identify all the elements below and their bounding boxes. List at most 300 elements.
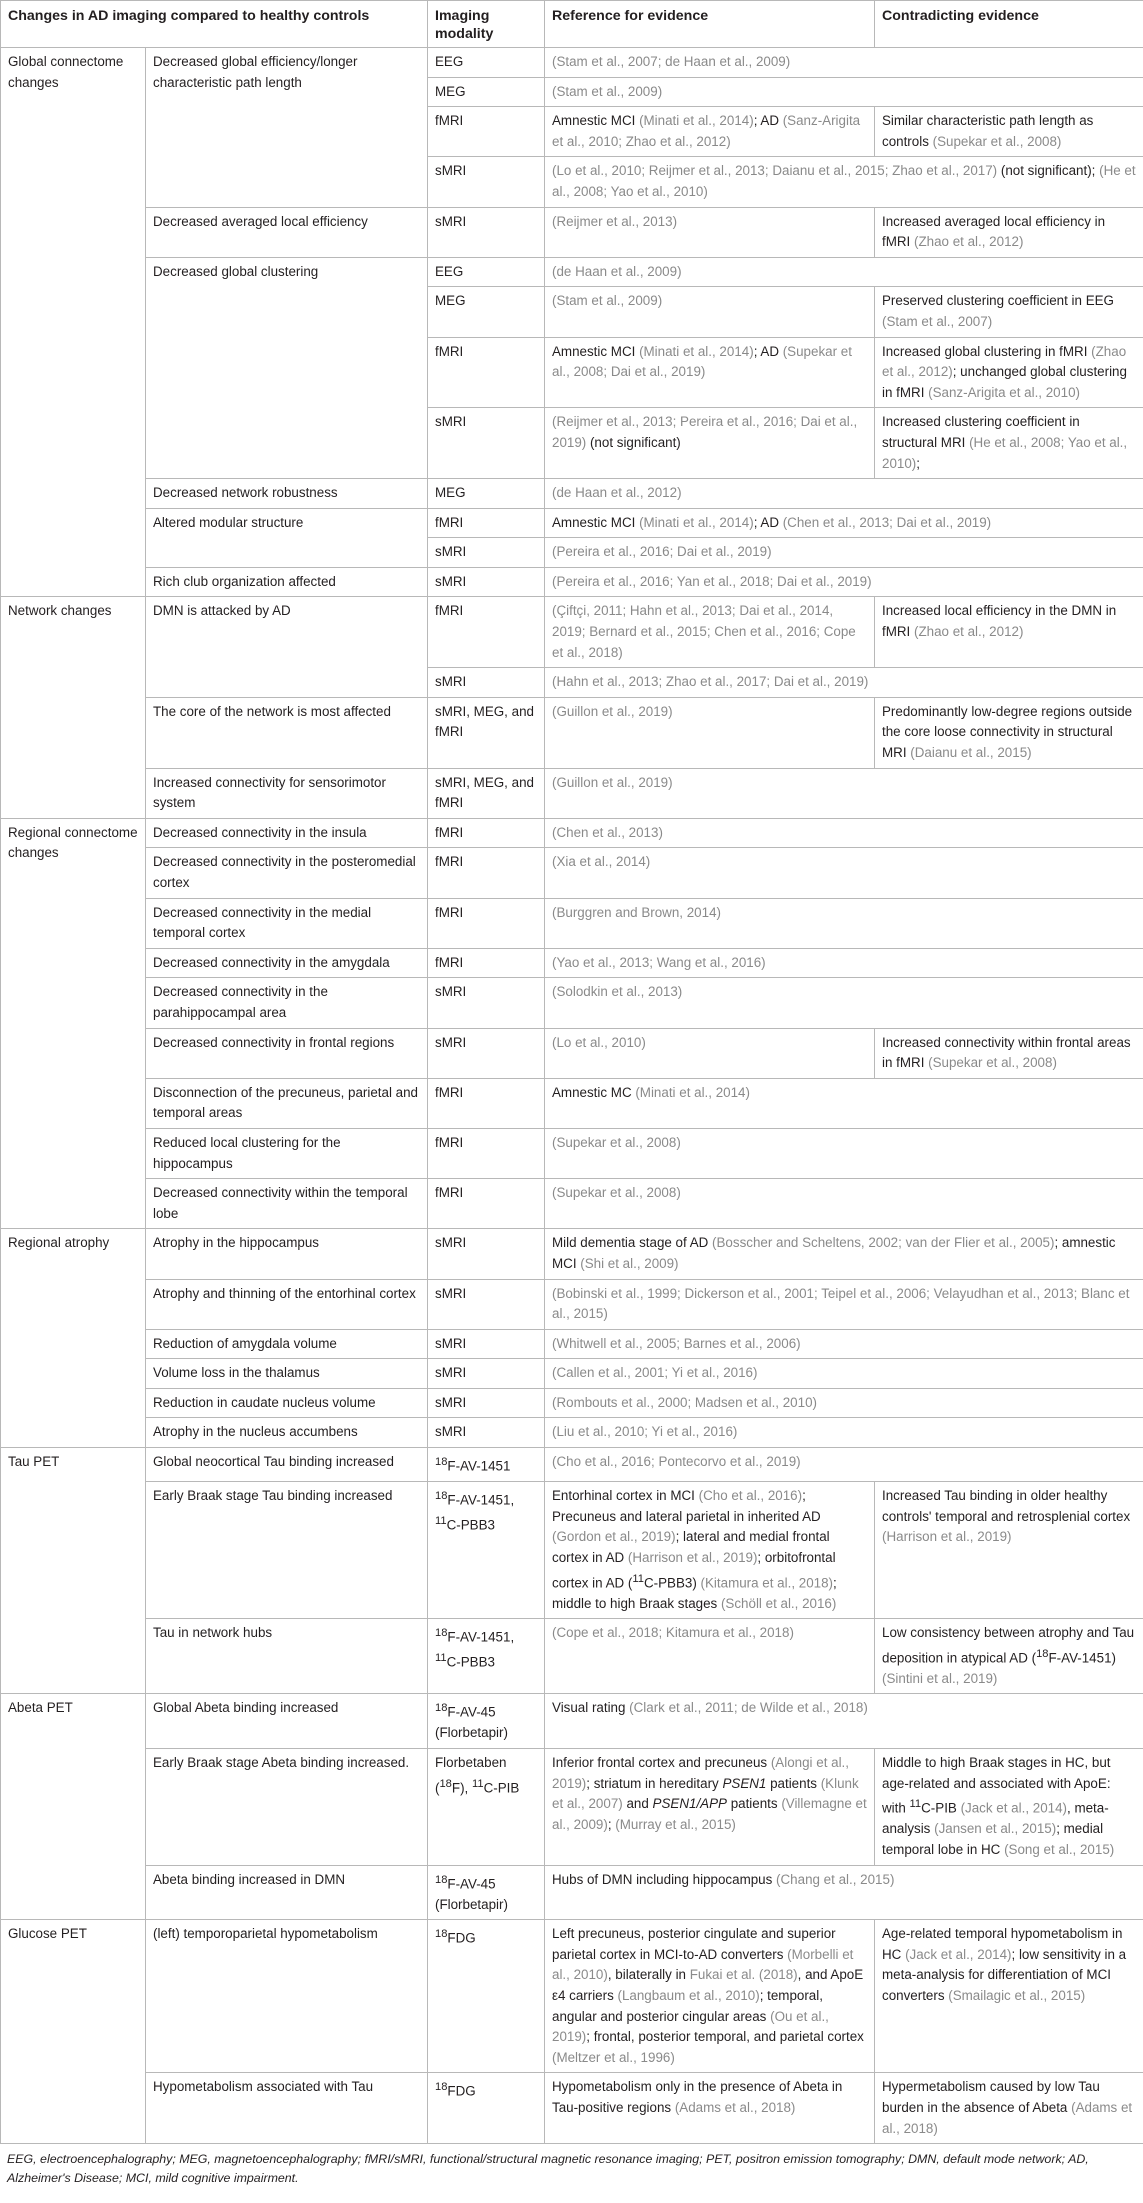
finding-cell: Reduced local clustering for the hippocampus	[146, 1128, 428, 1178]
text: ; AD	[753, 514, 783, 530]
citation: (Pereira et al., 2016; Dai et al., 2019)	[552, 544, 772, 560]
group-label: Network changes	[1, 597, 146, 818]
citation: (Stam et al., 2009)	[552, 293, 663, 309]
modality-cell	[428, 1865, 545, 1920]
text: ; striatum in hereditary	[586, 1775, 723, 1791]
text: F-AV-1451)	[1048, 1650, 1116, 1666]
finding-cell: Decreased averaged local efficiency	[146, 207, 428, 257]
reference-cell	[545, 1920, 875, 2073]
citation: (Supekar et al., 2008)	[932, 133, 1062, 149]
modality-cell: MEG	[428, 479, 545, 509]
reference-cell	[545, 1482, 875, 1619]
contradicting-cell	[875, 1749, 1143, 1865]
header-reference: Reference for evidence	[545, 1, 875, 48]
contradicting-cell	[875, 107, 1143, 157]
tracer: F-AV-1451	[447, 1458, 511, 1474]
citation: (Bosscher and Scheltens, 2002; van der Flier et al., 2005)	[712, 1235, 1055, 1251]
text: Increased averaged local efficiency in fMRI	[882, 213, 1106, 250]
citation: (Zhao et al., 2012)	[914, 234, 1024, 250]
modality-cell: sMRI, MEG, and fMRI	[428, 768, 545, 818]
table-row	[1, 1920, 1143, 2073]
finding-cell: Decreased global efficiency/longer characteristic path length	[146, 48, 428, 208]
isotope-superscript: 11	[909, 1798, 922, 1811]
reference-cell	[545, 1078, 1143, 1128]
finding-cell: Hypometabolism associated with Tau	[146, 2073, 428, 2144]
reference-cell	[545, 157, 1143, 207]
reference-cell	[545, 1749, 875, 1865]
citation: (Hahn et al., 2013; Zhao et al., 2017; Dai et al., 2019)	[552, 674, 869, 690]
table-row	[1, 898, 1143, 948]
table-row	[1, 1078, 1143, 1128]
finding-cell: Decreased connectivity within the temporal lobe	[146, 1179, 428, 1229]
citation: (de Haan et al., 2012)	[552, 485, 682, 501]
reference-cell	[545, 978, 1143, 1028]
table-row	[1, 2073, 1143, 2144]
table-row	[1, 1229, 1143, 1279]
citation: (Cho et al., 2016; Pontecorvo et al., 2019)	[552, 1454, 801, 1470]
text: Increased local efficiency in the DMN in fMRI	[882, 603, 1117, 640]
contradicting-cell	[875, 287, 1143, 337]
finding-cell: Decreased connectivity in the medial temporal cortex	[146, 898, 428, 948]
citation: (Song et al., 2015)	[1004, 1841, 1115, 1857]
text: Left precuneus, posterior cingulate and superior parietal cortex in MCI-to-AD converters	[552, 1926, 836, 1962]
table-row	[1, 1359, 1143, 1389]
isotope-superscript: 18	[439, 1777, 452, 1790]
table-row	[1, 1865, 1143, 1920]
modality-cell: sMRI, MEG, and fMRI	[428, 697, 545, 768]
citation: (Schöll et al., 2016)	[720, 1595, 837, 1611]
citation: (Harrison et al., 2019)	[882, 1529, 1012, 1545]
text: , meta-analysis	[882, 1800, 1109, 1837]
finding-cell: Altered modular structure	[146, 508, 428, 567]
text: Hypometabolism only in the presence of Abeta in Tau-positive regions	[552, 2079, 843, 2115]
citation: (Minati et al., 2014)	[639, 113, 754, 129]
modality-cell: fMRI	[428, 1128, 545, 1178]
modality-cell: sMRI	[428, 207, 545, 257]
reference-cell	[545, 257, 1143, 287]
citation: (Minati et al., 2014)	[635, 1084, 750, 1100]
modality-cell: sMRI	[428, 1418, 545, 1448]
gene-name: PSEN1	[722, 1775, 767, 1791]
citation: (Jansen et al., 2015)	[934, 1821, 1057, 1837]
reference-cell	[545, 1694, 1143, 1749]
table-row	[1, 508, 1143, 538]
modality-cell: sMRI	[428, 1329, 545, 1359]
contradicting-cell	[875, 1619, 1143, 1694]
citation: (Sanz-Arigita et al., 2010; Zhao et al., 2012)	[552, 113, 861, 149]
text: Similar characteristic path length as controls	[882, 113, 1094, 149]
citation: (Yao et al., 2013; Wang et al., 2016)	[552, 954, 766, 970]
modality-cell: EEG	[428, 48, 545, 78]
reference-cell	[545, 287, 875, 337]
citation: (Solodkin et al., 2013)	[552, 984, 683, 1000]
finding-cell: Atrophy and thinning of the entorhinal cortex	[146, 1279, 428, 1329]
citation: (Klunk et al., 2007)	[552, 1775, 859, 1812]
citation: (Minati et al., 2014)	[639, 343, 754, 359]
table-row	[1, 1028, 1143, 1078]
text: ; temporal, angular and posterior cingular areas	[552, 1987, 823, 2024]
tracer: F-AV-45 (Florbetapir)	[435, 1704, 508, 1741]
text: Middle to high Braak stages in HC, but age-related and associated with ApoE: with	[882, 1755, 1111, 1816]
contradicting-cell	[875, 408, 1143, 479]
text: ; Precuneus and lateral parietal in inherited AD	[552, 1488, 821, 1524]
contradicting-cell	[875, 207, 1143, 257]
text: , and ApoE ε4 carriers	[552, 1967, 864, 2003]
contradicting-cell	[875, 1028, 1143, 1078]
citation: (Supekar et al., 2008)	[928, 1055, 1057, 1071]
isotope-superscript: 11	[632, 1572, 644, 1585]
isotope-superscript: 18	[435, 1928, 448, 1941]
finding-cell: Decreased network robustness	[146, 479, 428, 509]
contradicting-cell	[875, 337, 1143, 408]
text: Mild dementia stage of AD	[552, 1235, 713, 1251]
citation: (Sintini et al., 2019)	[882, 1670, 998, 1686]
isotope-superscript: 11	[471, 1777, 484, 1790]
isotope-superscript: 18	[435, 1627, 448, 1640]
finding-cell: Increased connectivity for sensorimotor system	[146, 768, 428, 818]
text: Low consistency between atrophy and Tau deposition in atypical AD (	[882, 1625, 1135, 1666]
citation: (Chen et al., 2013; Dai et al., 2019)	[782, 514, 992, 530]
tracer: F-AV-45 (Florbetapir)	[435, 1875, 508, 1912]
isotope-superscript: 18	[435, 1873, 448, 1886]
modality-cell	[428, 1749, 545, 1865]
reference-cell	[545, 479, 1143, 509]
text: ; medial temporal lobe in HC	[882, 1821, 1104, 1857]
text: Increased Tau binding in older healthy controls' temporal and retrosplenial cortex	[882, 1488, 1131, 1524]
group-label: Glucose PET	[1, 1920, 146, 2144]
tracer: C-PIB	[483, 1780, 520, 1796]
group-label: Regional connectome changes	[1, 818, 146, 1229]
isotope-superscript: 18	[1036, 1647, 1049, 1660]
citation: (Lo et al., 2010; Reijmer et al., 2013; Daianu et al., 2015; Zhao et al., 2017)	[552, 163, 998, 179]
citation: (He et al., 2008; Yao et al., 2010)	[552, 163, 1136, 199]
reference-cell	[545, 1028, 875, 1078]
citation: (Sanz-Arigita et al., 2010)	[928, 384, 1080, 400]
modality-cell: EEG	[428, 257, 545, 287]
table-row	[1, 1694, 1143, 1749]
text: Visual rating	[552, 1700, 630, 1716]
citation: (Cho et al., 2016)	[698, 1488, 803, 1504]
gene-name: PSEN1/APP	[652, 1796, 727, 1812]
modality-cell	[428, 1482, 545, 1619]
modality-cell	[428, 1920, 545, 2073]
text: ; frontal, posterior temporal, and parietal cortex	[586, 2029, 864, 2045]
reference-cell	[545, 1279, 1143, 1329]
citation: (Ou et al., 2019)	[552, 2008, 829, 2045]
reference-cell	[545, 1128, 1143, 1178]
citation: (Guillon et al., 2019)	[552, 703, 673, 719]
finding-cell: (left) temporoparietal hypometabolism	[146, 1920, 428, 2073]
finding-cell: Decreased connectivity in the amygdala	[146, 948, 428, 978]
citation: (Lo et al., 2010)	[552, 1034, 646, 1050]
finding-cell: The core of the network is most affected	[146, 697, 428, 768]
table-row	[1, 1329, 1143, 1359]
finding-cell: Global neocortical Tau binding increased	[146, 1448, 428, 1482]
table-row	[1, 48, 1143, 78]
citation: (Chang et al., 2015)	[776, 1871, 895, 1887]
citation: (Meltzer et al., 1996)	[552, 2049, 675, 2065]
reference-cell	[545, 77, 1143, 107]
finding-cell: Volume loss in the thalamus	[146, 1359, 428, 1389]
text: C-PIB	[921, 1800, 961, 1816]
citation: (Jack et al., 2014)	[905, 1946, 1012, 1962]
citation: (Gordon et al., 2019)	[552, 1529, 676, 1545]
text: ;	[916, 455, 920, 471]
citation: (Bobinski et al., 1999; Dickerson et al., 2001; Teipel et al., 2006; Velayudhan et al., 2013; Blanc et al., 2015)	[552, 1285, 1130, 1322]
text: Increased clustering coefficient in structural MRI	[882, 414, 1080, 450]
citation: (Guillon et al., 2019)	[552, 774, 673, 790]
text: Age-related temporal hypometabolism in HC	[882, 1926, 1123, 1962]
table-row	[1, 479, 1143, 509]
tracer: C-PBB3	[446, 1654, 495, 1670]
citation: (Langbaum et al., 2010)	[617, 1987, 760, 2003]
citation: (de Haan et al., 2009)	[552, 263, 682, 279]
text: ; middle to high Braak stages	[552, 1574, 837, 1611]
finding-cell: Early Braak stage Tau binding increased	[146, 1482, 428, 1619]
table-row	[1, 948, 1143, 978]
isotope-superscript: 11	[435, 1515, 447, 1528]
reference-cell	[545, 898, 1143, 948]
text: ;	[607, 1816, 616, 1832]
text: , bilaterally in	[607, 1967, 690, 1983]
group-label: Tau PET	[1, 1448, 146, 1694]
finding-cell: Early Braak stage Abeta binding increased.	[146, 1749, 428, 1865]
contradicting-cell	[875, 2073, 1143, 2144]
reference-cell	[545, 1229, 1143, 1279]
citation: (Murray et al., 2015)	[615, 1816, 736, 1832]
table-row	[1, 848, 1143, 898]
citation: (Cope et al., 2018; Kitamura et al., 2018)	[552, 1625, 794, 1641]
citation: (Kitamura et al., 2018)	[700, 1574, 834, 1590]
citation: (Minati et al., 2014)	[639, 514, 754, 530]
table-row	[1, 207, 1143, 257]
table-row	[1, 697, 1143, 768]
tracer: F-AV-1451,	[447, 1492, 515, 1508]
modality-cell: fMRI	[428, 898, 545, 948]
modality-cell: sMRI	[428, 408, 545, 479]
citation: (Stam et al., 2007)	[882, 313, 993, 329]
table-row	[1, 1418, 1143, 1448]
isotope-superscript: 18	[435, 2081, 448, 2094]
table-row	[1, 257, 1143, 287]
header-row	[1, 1, 1143, 48]
modality-cell	[428, 1448, 545, 1482]
text: Preserved clustering coefficient in EEG	[882, 293, 1114, 309]
text: Hypermetabolism caused by low Tau burden in the absence of Abeta	[882, 2079, 1100, 2115]
citation: (He et al., 2008; Yao et al., 2010)	[882, 434, 1128, 471]
finding-cell: Reduction of amygdala volume	[146, 1329, 428, 1359]
text: Entorhinal cortex in MCI	[552, 1488, 699, 1504]
text: Inferior frontal cortex and precuneus	[552, 1755, 771, 1771]
isotope-superscript: 18	[435, 1456, 448, 1469]
reference-cell	[545, 768, 1143, 818]
reference-cell	[545, 538, 1143, 568]
citation: (Jack et al., 2014)	[960, 1800, 1068, 1816]
text: and	[622, 1796, 653, 1812]
citation: Fukai et al. (2018)	[689, 1967, 798, 1983]
text: ; AD	[753, 113, 783, 129]
finding-cell: Decreased connectivity in frontal regions	[146, 1028, 428, 1078]
modality-cell: fMRI	[428, 818, 545, 848]
modality-cell: sMRI	[428, 1388, 545, 1418]
isotope-superscript: 18	[435, 1490, 448, 1503]
text: Amnestic MCI	[552, 514, 640, 530]
modality-cell	[428, 1619, 545, 1694]
text: (not significant);	[997, 163, 1100, 179]
modality-cell: MEG	[428, 287, 545, 337]
reference-cell	[545, 1359, 1143, 1389]
modality-cell: fMRI	[428, 508, 545, 538]
modality-cell: MEG	[428, 77, 545, 107]
citation: (Zhao et al., 2012)	[914, 624, 1024, 640]
reference-cell	[545, 1388, 1143, 1418]
tracer: C-PBB3	[446, 1517, 495, 1533]
contradicting-cell	[875, 1920, 1143, 2073]
reference-cell	[545, 697, 875, 768]
finding-cell: Abeta binding increased in DMN	[146, 1865, 428, 1920]
citation: (Harrison et al., 2019)	[627, 1549, 758, 1565]
table-row	[1, 1619, 1143, 1694]
group-label: Regional atrophy	[1, 1229, 146, 1448]
modality-cell: sMRI	[428, 1359, 545, 1389]
citation: (Burggren and Brown, 2014)	[552, 904, 721, 920]
text: Amnestic MC	[552, 1084, 636, 1100]
reference-cell	[545, 848, 1143, 898]
citation: (Supekar et al., 2008; Dai et al., 2019)	[552, 343, 852, 380]
reference-cell	[545, 337, 875, 408]
tracer: FDG	[447, 2083, 476, 2099]
finding-cell: Atrophy in the nucleus accumbens	[146, 1418, 428, 1448]
citation: (Supekar et al., 2008)	[552, 1134, 681, 1150]
text: (not significant)	[586, 434, 681, 450]
tracer: F),	[451, 1780, 472, 1796]
table-row	[1, 1179, 1143, 1229]
table-row	[1, 1128, 1143, 1178]
text: C-PBB3)	[643, 1574, 701, 1590]
modality-cell: sMRI	[428, 157, 545, 207]
modality-cell: sMRI	[428, 978, 545, 1028]
modality-cell: fMRI	[428, 1179, 545, 1229]
reference-cell	[545, 1418, 1143, 1448]
citation: (Daianu et al., 2015)	[910, 745, 1032, 761]
citation: (Villemagne et al., 2009)	[552, 1796, 867, 1832]
modality-cell: sMRI	[428, 668, 545, 698]
modality-cell	[428, 2073, 545, 2144]
reference-cell	[545, 1179, 1143, 1229]
text: ; AD	[753, 343, 783, 359]
citation: (Smailagic et al., 2015)	[948, 1987, 1086, 2003]
contradicting-cell	[875, 697, 1143, 768]
reference-cell	[545, 948, 1143, 978]
table-row	[1, 1749, 1143, 1865]
text: ; low sensitivity in a meta-analysis for differentiation of MCI converters	[882, 1946, 1127, 2003]
reference-cell	[545, 597, 875, 668]
citation: (Alongi et al., 2019)	[552, 1755, 849, 1791]
citation: (Shi et al., 2009)	[580, 1255, 679, 1271]
header-modality: Imaging modality	[428, 1, 545, 48]
citation: (Stam et al., 2009)	[552, 83, 663, 99]
text: Predominantly low-degree regions outside the core loose connectivity in structural MRI	[882, 703, 1133, 761]
citation: (Zhao et al., 2012)	[882, 343, 1127, 380]
contradicting-cell	[875, 1482, 1143, 1619]
citation: (Çiftçi, 2011; Hahn et al., 2013; Dai et al., 2014, 2019; Bernard et al., 2015; Chen et al., 2016; Cope et al., 2018)	[552, 603, 856, 660]
finding-cell: Global Abeta binding increased	[146, 1694, 428, 1749]
reference-cell	[545, 1448, 1143, 1482]
finding-cell: Disconnection of the precuneus, parietal and temporal areas	[146, 1078, 428, 1128]
citation: (Reijmer et al., 2013; Pereira et al., 2016; Dai et al., 2019)	[552, 414, 858, 450]
modality-cell: sMRI	[428, 1028, 545, 1078]
contradicting-cell	[875, 597, 1143, 668]
finding-cell: Tau in network hubs	[146, 1619, 428, 1694]
reference-cell	[545, 818, 1143, 848]
reference-cell	[545, 48, 1143, 78]
table-row	[1, 1448, 1143, 1482]
finding-cell: Decreased connectivity in the posteromedial cortex	[146, 848, 428, 898]
text: ; unchanged global clustering in fMRI	[882, 364, 1127, 400]
tracer: FDG	[447, 1930, 476, 1946]
table-row	[1, 1388, 1143, 1418]
table-row	[1, 567, 1143, 597]
finding-cell: DMN is attacked by AD	[146, 597, 428, 697]
table-row	[1, 818, 1143, 848]
modality-cell: fMRI	[428, 107, 545, 157]
modality-cell: fMRI	[428, 337, 545, 408]
reference-cell	[545, 668, 1143, 698]
modality-cell: sMRI	[428, 567, 545, 597]
finding-cell: Decreased global clustering	[146, 257, 428, 478]
modality-cell: fMRI	[428, 1078, 545, 1128]
finding-cell: Decreased connectivity in the insula	[146, 818, 428, 848]
modality-cell	[428, 1694, 545, 1749]
text: Hubs of DMN including hippocampus	[552, 1871, 777, 1887]
tracer: Florbetaben (	[435, 1755, 507, 1796]
header-changes: Changes in AD imaging compared to healthy controls	[1, 1, 428, 48]
reference-cell	[545, 1329, 1143, 1359]
isotope-superscript: 18	[435, 1702, 448, 1715]
table-row	[1, 1482, 1143, 1619]
text: ; orbitofrontal cortex in AD (	[552, 1549, 836, 1590]
reference-cell	[545, 107, 875, 157]
citation: (Liu et al., 2010; Yi et al., 2016)	[552, 1424, 738, 1440]
modality-cell: fMRI	[428, 948, 545, 978]
reference-cell	[545, 2073, 875, 2144]
citation: (Stam et al., 2007; de Haan et al., 2009)	[552, 54, 791, 69]
tracer: F-AV-1451,	[447, 1629, 515, 1645]
modality-cell: sMRI	[428, 1279, 545, 1329]
finding-cell: Reduction in caudate nucleus volume	[146, 1388, 428, 1418]
header-contradicting: Contradicting evidence	[875, 1, 1143, 48]
modality-cell: fMRI	[428, 597, 545, 668]
reference-cell	[545, 1865, 1143, 1920]
citation: (Supekar et al., 2008)	[552, 1185, 681, 1201]
modality-cell: fMRI	[428, 848, 545, 898]
text: Amnestic MCI	[552, 113, 640, 129]
reference-cell	[545, 508, 1143, 538]
finding-cell: Decreased connectivity in the parahippocampal area	[146, 978, 428, 1028]
modality-cell: sMRI	[428, 1229, 545, 1279]
text: Increased connectivity within frontal areas in fMRI	[882, 1034, 1131, 1071]
citation: (Adams et al., 2018)	[674, 2099, 796, 2115]
isotope-superscript: 11	[435, 1652, 447, 1665]
table-row	[1, 1279, 1143, 1329]
citation: (Morbelli et al., 2010)	[552, 1946, 854, 1983]
table-row	[1, 597, 1143, 668]
citation: (Rombouts et al., 2000; Madsen et al., 2010)	[552, 1394, 817, 1410]
citation: (Adams et al., 2018)	[882, 2099, 1133, 2136]
reference-cell	[545, 408, 875, 479]
text: patients	[766, 1775, 821, 1791]
citation: (Pereira et al., 2016; Yan et al., 2018; Dai et al., 2019)	[552, 573, 872, 589]
